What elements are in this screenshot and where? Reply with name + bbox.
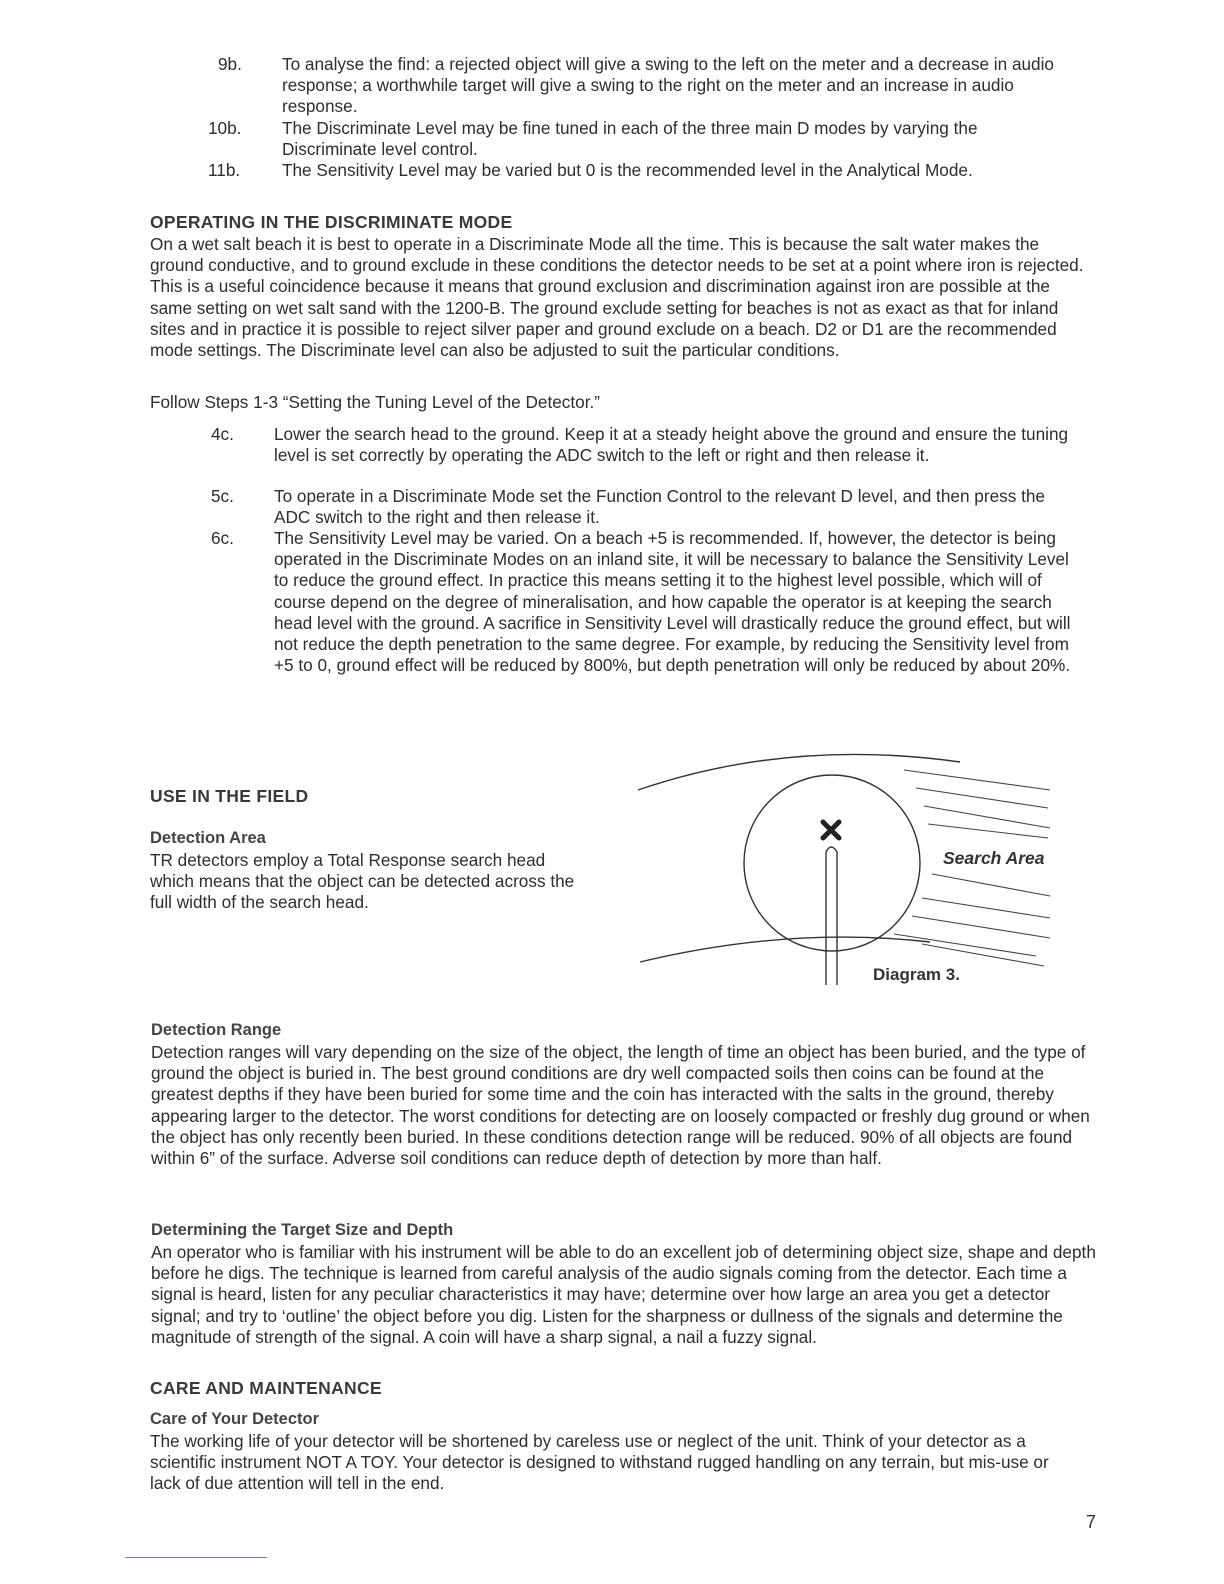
footer-rule	[125, 1557, 267, 1558]
step-number: 4c.	[211, 424, 234, 444]
detection-range-text: Detection ranges will vary depending on the size of the object, the length of time an object has been buried, and the type of ground the object is buried in. The best ground conditions are dry well compacted soils then coins can be found at the greatest depths if they have been buried for some time and the coin has interacted with the salts in the ground, thereby appearing larger to the detector. The worst conditions for detecting are on loosely compacted or freshly dug ground or when the object has only recently been buried. In these conditions detection range will be reduced. 90% of all objects are found within 6” of the surface. Adverse soil conditions can reduce depth of detection by more than half.	[151, 1042, 1090, 1169]
care-text: The working life of your detector will be shortened by careless use or neglect of the unit. Think of your detector as a scientific instrument NOT A TOY. Your detector is designed to withstand rugged handling on any terrain, but mis-use or lack of due attention will tell in the end.	[150, 1431, 1049, 1494]
step-text: Lower the search head to the ground. Keep it at a steady height above the ground and ensure the tuning level is set correctly by operating the ADC switch to the left or right and then release it.	[274, 424, 1069, 466]
step-number: 11b.	[208, 160, 241, 180]
step-9b	[218, 54, 1078, 118]
step-text: To operate in a Discriminate Mode set the Function Control to the relevant D level, and then press the ADC switch to the right and then release it.	[274, 486, 1045, 528]
diagram-caption: Diagram 3.	[873, 965, 960, 984]
step-text: The Sensitivity Level may be varied but 0 is the recommended level in the Analytical Mode.	[282, 160, 973, 180]
ground-curve-top	[638, 754, 960, 790]
step-number: 9b.	[218, 54, 242, 74]
target-size-heading: Determining the Target Size and Depth	[151, 1221, 454, 1239]
ground-curve-bottom	[640, 937, 930, 962]
step-4c	[211, 424, 1081, 466]
target-size-text: An operator who is familiar with his instrument will be able to do an excellent job of determining object size, shape and depth before he digs. The technique is learned from careful analysis of the audio signals coming from the detector. Each time a signal is heard, listen for any peculiar characteristics it may have; determine over how large an area you get a detector signal; and try to ‘outline’ the object before you dig. Listen for the sharpness or dullness of the signals and determine the magnitude of strength of the signal. A coin will have a sharp signal, a nail a fuzzy signal.	[151, 1242, 1096, 1347]
detection-area-text: TR detectors employ a Total Response search head which means that the object can be detected across the full width of the search head.	[150, 850, 575, 913]
section-heading-care: CARE AND MAINTENANCE	[150, 1378, 382, 1398]
x-mark-icon	[823, 822, 839, 838]
step-10b	[208, 118, 1078, 160]
follow-steps-line: Follow Steps 1-3 “Setting the Tuning Level of the Detector.”	[150, 392, 600, 412]
step-11b	[208, 160, 1078, 181]
detection-range-heading: Detection Range	[151, 1021, 282, 1039]
operating-paragraph: On a wet salt beach it is best to operate in a Discriminate Mode all the time. This is because the salt water makes the ground conductive, and to ground exclude in these conditions the detector needs to be set at a point where iron is rejected. This is a useful coincidence because it means that ground exclusion and discrimination against iron are possible at the same setting on wet salt sand with the 1200-B. The ground exclude setting for beaches is not as exact as that for inland sites and in practice it is possible to reject silver paper and ground exclude on a beach. D2 or D1 are the recommended mode settings. The Discriminate level can also be adjusted to suit the particular conditions.	[150, 234, 1084, 361]
section-heading-field: USE IN THE FIELD	[150, 786, 309, 806]
search-area-label: Search Area	[943, 848, 1045, 868]
step-5c	[211, 486, 1081, 528]
step-number: 6c.	[211, 528, 234, 548]
detector-shaft	[826, 847, 837, 985]
step-text: The Sensitivity Level may be varied. On a beach +5 is recommended. If, however, the detector is being operated in the Discriminate Modes on an inland site, it will be necessary to balance the Sensitivity Level to reduce the ground effect. In practice this means setting it to the highest level possible, which will of course depend on the degree of mineralisation, and how capable the operator is at keeping the search head level with the ground. A sacrifice in Sensitivity Level will drastically reduce the ground effect, but will not reduce the depth penetration to the same degree. For example, by reducing the Sensitivity level from +5 to 0, ground effect will be reduced by 800%, but depth penetration will only be reduced by about 20%.	[274, 528, 1071, 676]
search-head-circle	[744, 775, 920, 951]
step-text: To analyse the find: a rejected object will give a swing to the left on the meter and a decrease in audio response; a worthwhile target will give a swing to the right on the meter and an increase in audio response.	[282, 54, 1054, 117]
detection-area-heading: Detection Area	[150, 829, 266, 847]
step-number: 10b.	[208, 118, 242, 138]
step-number: 5c.	[211, 486, 234, 506]
step-6c	[211, 528, 1086, 676]
page-number: 7	[1085, 1512, 1096, 1532]
search-area-lines	[894, 770, 1050, 966]
section-heading-operating: OPERATING IN THE DISCRIMINATE MODE	[150, 212, 513, 232]
step-text: The Discriminate Level may be fine tuned in each of the three main D modes by varying the Discriminate level control.	[282, 118, 978, 160]
search-area-diagram	[630, 748, 1060, 993]
care-subheading: Care of Your Detector	[150, 1410, 320, 1428]
